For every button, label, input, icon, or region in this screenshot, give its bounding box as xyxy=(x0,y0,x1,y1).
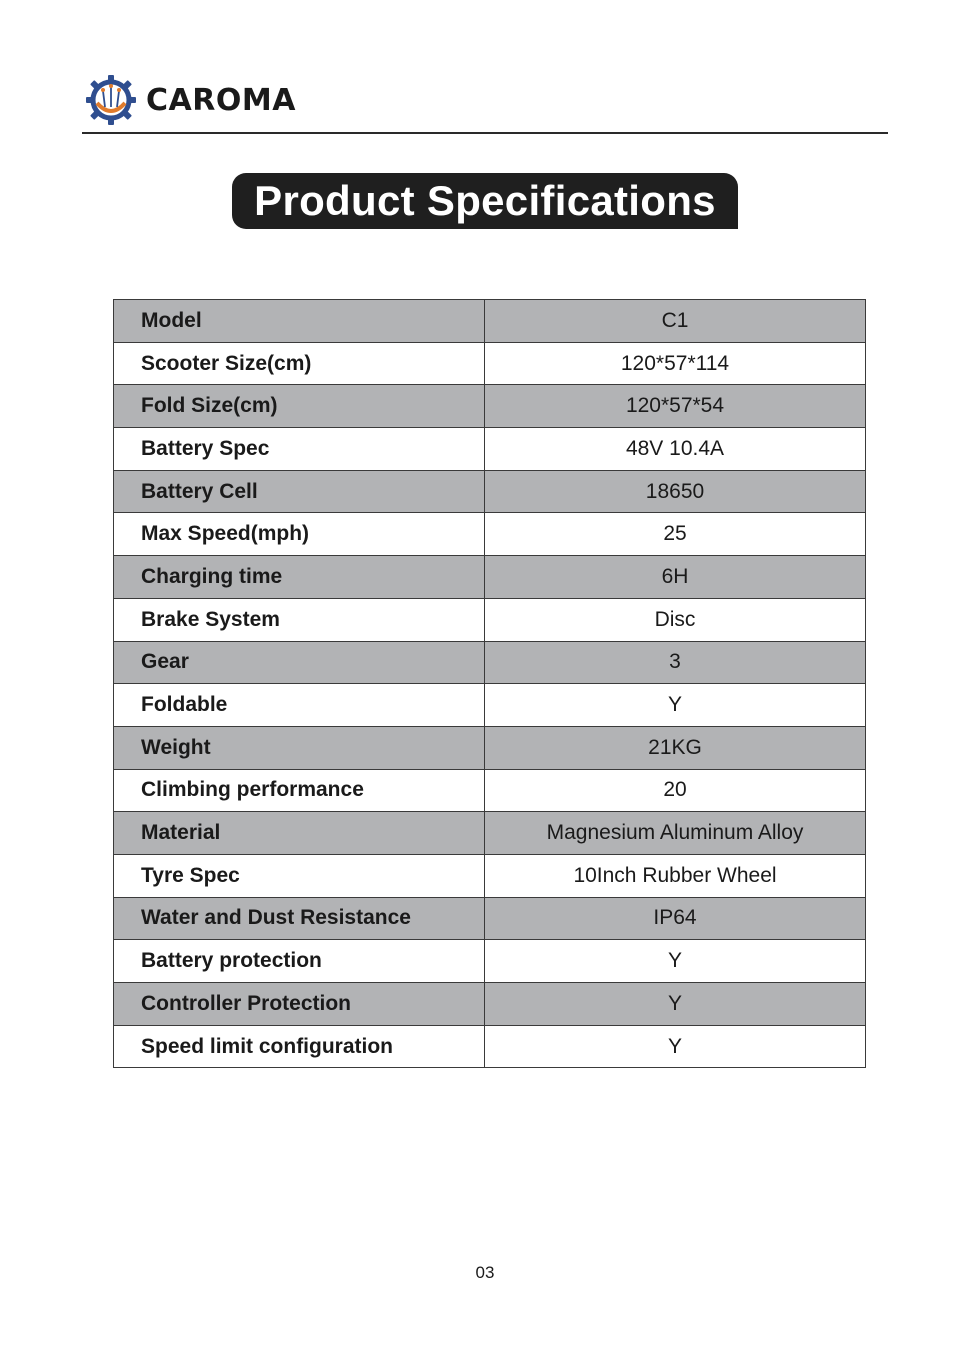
spec-label: Charging time xyxy=(114,556,485,599)
spec-value: Disc xyxy=(485,598,866,641)
spec-table xyxy=(113,299,866,1068)
spec-label: Brake System xyxy=(114,598,485,641)
spec-label: Battery Cell xyxy=(114,470,485,513)
table-row xyxy=(114,812,866,855)
table-row xyxy=(114,940,866,983)
spec-label: Controller Protection xyxy=(114,983,485,1026)
table-row xyxy=(114,684,866,727)
header-divider xyxy=(82,132,888,134)
spec-label: Battery protection xyxy=(114,940,485,983)
spec-value: 20 xyxy=(485,769,866,812)
table-row xyxy=(114,470,866,513)
spec-label: Scooter Size(cm) xyxy=(114,342,485,385)
spec-value: 3 xyxy=(485,641,866,684)
header xyxy=(84,72,296,128)
table-row xyxy=(114,342,866,385)
spec-value: 120*57*114 xyxy=(485,342,866,385)
spec-label: Water and Dust Resistance xyxy=(114,897,485,940)
spec-label: Speed limit configuration xyxy=(114,1025,485,1068)
spec-label: Model xyxy=(114,300,485,343)
spec-value: Y xyxy=(485,983,866,1026)
spec-label: Weight xyxy=(114,726,485,769)
title-banner xyxy=(232,173,738,229)
spec-value: 6H xyxy=(485,556,866,599)
table-row xyxy=(114,769,866,812)
page-number: 03 xyxy=(475,1263,495,1282)
spec-value: Y xyxy=(485,940,866,983)
spec-label: Gear xyxy=(114,641,485,684)
spec-label: Material xyxy=(114,812,485,855)
brand-name: CAROMA xyxy=(146,82,296,118)
spec-value: C1 xyxy=(485,300,866,343)
spec-label: Max Speed(mph) xyxy=(114,513,485,556)
spec-value: Y xyxy=(485,684,866,727)
table-row xyxy=(114,598,866,641)
table-row xyxy=(114,385,866,428)
spec-value: Magnesium Aluminum Alloy xyxy=(485,812,866,855)
spec-value: Y xyxy=(485,1025,866,1068)
spec-label: Fold Size(cm) xyxy=(114,385,485,428)
spec-value: 48V 10.4A xyxy=(485,428,866,471)
gear-circuit-logo-icon xyxy=(84,73,138,127)
spec-label: Battery Spec xyxy=(114,428,485,471)
table-row xyxy=(114,1025,866,1068)
spec-value: 18650 xyxy=(485,470,866,513)
spec-value: 120*57*54 xyxy=(485,385,866,428)
table-row xyxy=(114,897,866,940)
spec-value: 10Inch Rubber Wheel xyxy=(485,854,866,897)
spec-value: IP64 xyxy=(485,897,866,940)
page-title: Product Specifications xyxy=(254,177,716,224)
spec-value: 21KG xyxy=(485,726,866,769)
table-row xyxy=(114,300,866,343)
table-row xyxy=(114,428,866,471)
spec-label: Tyre Spec xyxy=(114,854,485,897)
table-row xyxy=(114,556,866,599)
table-row xyxy=(114,513,866,556)
spec-value: 25 xyxy=(485,513,866,556)
table-row xyxy=(114,641,866,684)
table-row xyxy=(114,726,866,769)
table-row xyxy=(114,983,866,1026)
table-row xyxy=(114,854,866,897)
spec-label: Foldable xyxy=(114,684,485,727)
spec-label: Climbing performance xyxy=(114,769,485,812)
